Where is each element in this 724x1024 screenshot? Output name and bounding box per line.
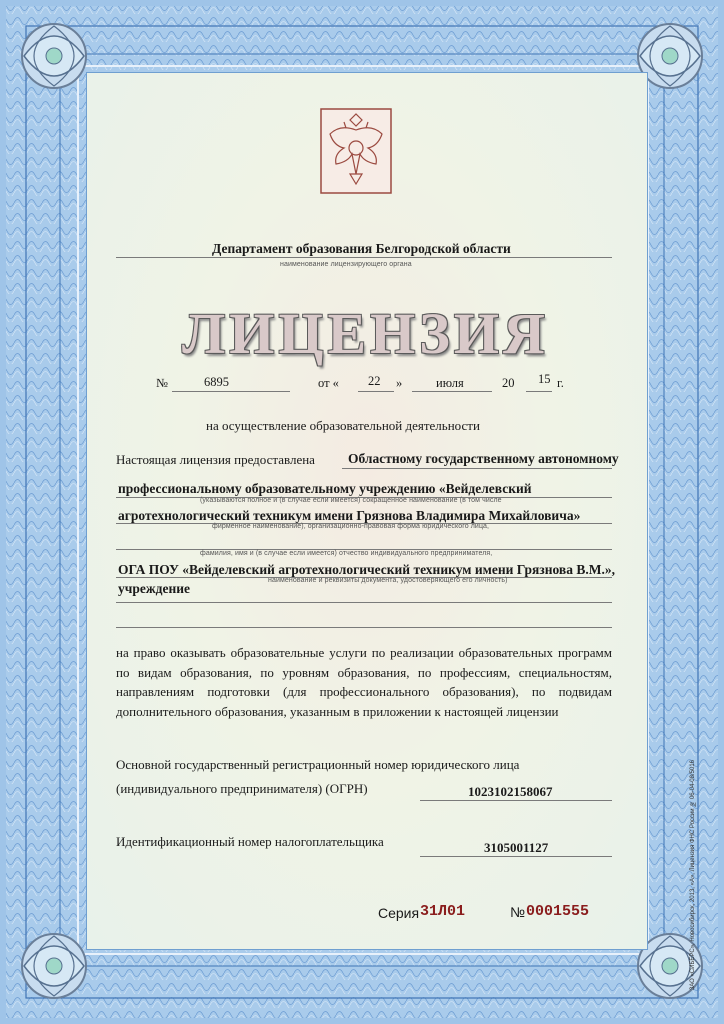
date-day-close: » — [396, 376, 403, 390]
inn-value: 3105001127 — [484, 840, 549, 855]
day-line — [358, 391, 394, 392]
year-line — [526, 391, 552, 392]
series-number-label: № — [510, 904, 526, 920]
month-line — [412, 391, 492, 392]
inn-label: Идентификационный номер налогоплательщика — [116, 834, 384, 849]
holder-line-5: учреждение — [118, 581, 191, 596]
date-year-suffix: 15 — [538, 372, 551, 386]
ogrn-label-2: (индивидуального предпринимателя) (ОГРН) — [116, 781, 368, 796]
holder-line-6-rule — [116, 627, 612, 628]
issuing-authority-line — [116, 257, 612, 258]
holder-line-1-rule — [342, 468, 612, 469]
license-number: 6895 — [204, 375, 229, 389]
holder-lead: Настоящая лицензия предоставлена — [116, 452, 315, 467]
holder-caption-2: фирменное наименование), организационно-правовая форма юридического лица, — [212, 523, 490, 530]
date-month: июля — [436, 376, 464, 390]
holder-caption-1: (указываются полное и (в случае если имеется) сокращенное наименование (в том числе — [200, 497, 502, 504]
date-year-unit: г. — [557, 376, 564, 390]
holder-line-5-rule — [116, 602, 612, 603]
coat-of-arms-icon — [320, 108, 392, 194]
holder-caption-3: фамилия, имя и (в случае если имеется) отчество индивидуального предпринимателя, — [200, 550, 493, 557]
holder-line-1: Областному государственному автономному — [348, 451, 619, 466]
number-line — [172, 391, 290, 392]
series-number: 0001555 — [526, 903, 590, 920]
license-purpose: на осуществление образовательной деятельности — [206, 418, 480, 433]
printer-note: ЗАО «СИБЕРС», Новосибирск, 2013, «А», Лицензия ФНС России № 06-04-08/5016 — [690, 760, 696, 991]
number-label: № — [156, 376, 168, 390]
issuing-authority: Департамент образования Белгородской области — [212, 241, 511, 256]
date-from-label: от « — [318, 376, 339, 390]
document-title: ЛИЦЕНЗИЯ — [182, 301, 549, 366]
ogrn-rule — [420, 800, 612, 801]
holder-line-3: агротехнологический техникум имени Грязнова Владимира Михайловича» — [118, 508, 581, 523]
holder-line-4: ОГА ПОУ «Вейделевский агротехнологический техникум имени Грязнова В.М.», — [118, 562, 615, 577]
series-value: 31Л01 — [420, 903, 466, 920]
holder-caption-4: наименование и реквизиты документа, удостоверяющего его личность) — [268, 577, 508, 584]
ogrn-value: 1023102158067 — [468, 784, 553, 799]
issuing-authority-caption: наименование лицензирующего органа — [280, 261, 412, 268]
series-label: Серия — [378, 905, 420, 921]
date-day: 22 — [368, 374, 381, 388]
ogrn-label-1: Основной государственный регистрационный номер юридического лица — [116, 757, 520, 772]
inn-rule — [420, 856, 612, 857]
rights-text: на право оказывать образовательные услуги по реализации образовательных программ по видам образования, по уровням образования, по профессиям, специальностям, направлениям подготовки (для профессионального образования), по подвидам дополнительного образования, указанным в приложении к настоящей лицензии — [116, 645, 612, 719]
date-year-prefix: 20 — [502, 376, 515, 390]
holder-line-2: профессиональному образовательному учреждению «Вейделевский — [118, 481, 532, 496]
